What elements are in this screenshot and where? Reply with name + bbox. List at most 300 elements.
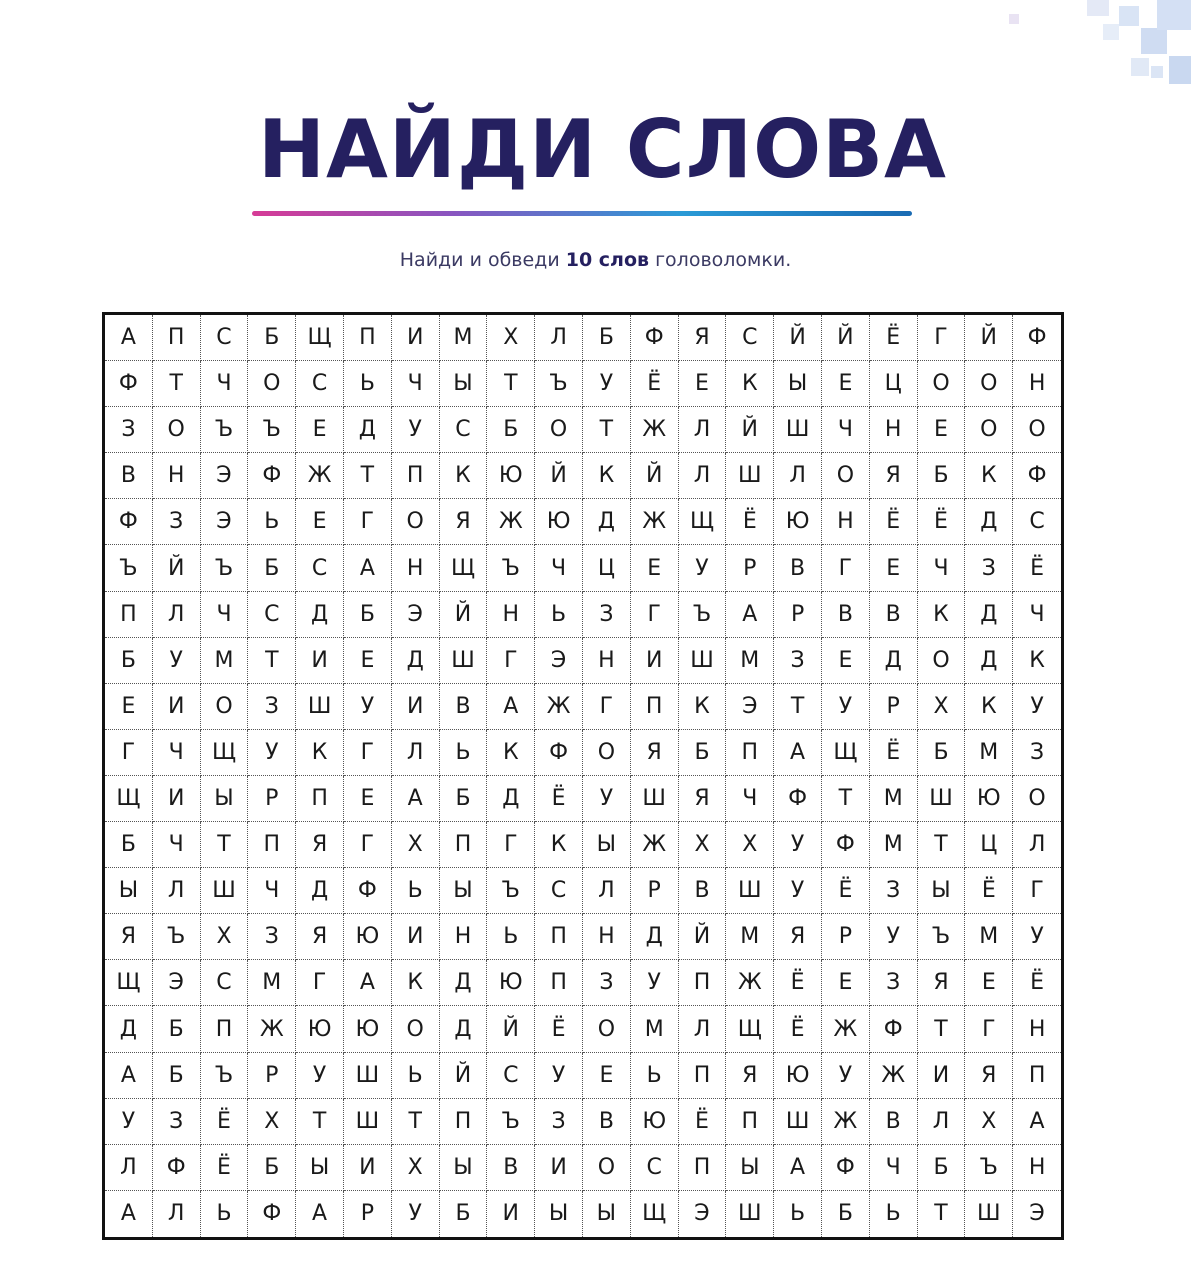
grid-cell[interactable]: Б — [918, 730, 966, 776]
grid-cell[interactable]: Ь — [392, 868, 440, 914]
grid-cell[interactable]: У — [774, 822, 822, 868]
grid-cell[interactable]: Ч — [918, 545, 966, 591]
grid-cell[interactable]: Л — [918, 1099, 966, 1145]
grid-cell[interactable]: Э — [726, 684, 774, 730]
grid-cell[interactable]: В — [774, 545, 822, 591]
grid-cell[interactable]: Ё — [726, 499, 774, 545]
grid-cell[interactable]: Б — [105, 822, 153, 868]
grid-cell[interactable]: Г — [583, 684, 631, 730]
grid-cell[interactable]: Ы — [535, 1191, 583, 1237]
grid-cell[interactable]: У — [1013, 914, 1061, 960]
grid-cell[interactable]: К — [535, 822, 583, 868]
grid-cell[interactable]: У — [679, 545, 727, 591]
grid-cell[interactable]: Ц — [870, 361, 918, 407]
grid-cell[interactable]: Г — [344, 822, 392, 868]
grid-cell[interactable]: Р — [631, 868, 679, 914]
grid-cell[interactable]: Д — [631, 914, 679, 960]
grid-cell[interactable]: П — [679, 960, 727, 1006]
grid-cell[interactable]: О — [1013, 776, 1061, 822]
grid-cell[interactable]: Г — [1013, 868, 1061, 914]
grid-cell[interactable]: В — [105, 453, 153, 499]
grid-cell[interactable]: Щ — [296, 315, 344, 361]
grid-cell[interactable]: Ф — [153, 1145, 201, 1191]
grid-cell[interactable]: Ж — [631, 407, 679, 453]
grid-cell[interactable]: Ч — [392, 361, 440, 407]
grid-cell[interactable]: Л — [535, 315, 583, 361]
grid-cell[interactable]: Ю — [965, 776, 1013, 822]
grid-cell[interactable]: Е — [679, 361, 727, 407]
grid-cell[interactable]: У — [248, 730, 296, 776]
grid-cell[interactable]: Ж — [822, 1099, 870, 1145]
grid-cell[interactable]: Ъ — [487, 1099, 535, 1145]
grid-cell[interactable]: У — [344, 684, 392, 730]
grid-cell[interactable]: Ъ — [965, 1145, 1013, 1191]
grid-cell[interactable]: О — [248, 361, 296, 407]
grid-cell[interactable]: Х — [726, 822, 774, 868]
grid-cell[interactable]: З — [774, 638, 822, 684]
grid-cell[interactable]: З — [153, 1099, 201, 1145]
grid-cell[interactable]: Р — [870, 684, 918, 730]
grid-cell[interactable]: О — [153, 407, 201, 453]
grid-cell[interactable]: Ъ — [201, 407, 249, 453]
grid-cell[interactable]: Б — [248, 1145, 296, 1191]
grid-cell[interactable]: Ь — [487, 914, 535, 960]
grid-cell[interactable]: Д — [440, 1006, 488, 1052]
grid-cell[interactable]: В — [440, 684, 488, 730]
grid-cell[interactable]: Л — [153, 1191, 201, 1237]
grid-cell[interactable]: Е — [296, 407, 344, 453]
grid-cell[interactable]: Я — [870, 453, 918, 499]
grid-cell[interactable]: Ё — [201, 1099, 249, 1145]
grid-cell[interactable]: Ц — [965, 822, 1013, 868]
grid-cell[interactable]: Р — [248, 1053, 296, 1099]
grid-cell[interactable]: Ё — [201, 1145, 249, 1191]
grid-cell[interactable]: Э — [153, 960, 201, 1006]
grid-cell[interactable]: Й — [153, 545, 201, 591]
grid-cell[interactable]: Р — [774, 592, 822, 638]
grid-cell[interactable]: П — [631, 684, 679, 730]
grid-cell[interactable]: О — [201, 684, 249, 730]
grid-cell[interactable]: Ё — [822, 868, 870, 914]
grid-cell[interactable]: Е — [296, 499, 344, 545]
grid-cell[interactable]: Я — [440, 499, 488, 545]
grid-cell[interactable]: Й — [726, 407, 774, 453]
grid-cell[interactable]: Й — [487, 1006, 535, 1052]
grid-cell[interactable]: Л — [679, 1006, 727, 1052]
grid-cell[interactable]: У — [105, 1099, 153, 1145]
grid-cell[interactable]: Н — [1013, 361, 1061, 407]
grid-cell[interactable]: Т — [248, 638, 296, 684]
grid-cell[interactable]: Д — [440, 960, 488, 1006]
grid-cell[interactable]: Ю — [631, 1099, 679, 1145]
grid-cell[interactable]: Й — [965, 315, 1013, 361]
grid-cell[interactable]: К — [1013, 638, 1061, 684]
grid-cell[interactable]: У — [583, 776, 631, 822]
grid-cell[interactable]: З — [248, 684, 296, 730]
grid-cell[interactable]: Е — [105, 684, 153, 730]
grid-cell[interactable]: Ы — [440, 1145, 488, 1191]
grid-cell[interactable]: Ы — [440, 868, 488, 914]
grid-cell[interactable]: Е — [344, 638, 392, 684]
grid-cell[interactable]: Ъ — [153, 914, 201, 960]
grid-cell[interactable]: А — [105, 1053, 153, 1099]
grid-cell[interactable]: У — [631, 960, 679, 1006]
grid-cell[interactable]: Ш — [201, 868, 249, 914]
grid-cell[interactable]: П — [1013, 1053, 1061, 1099]
grid-cell[interactable]: К — [679, 684, 727, 730]
grid-cell[interactable]: П — [440, 1099, 488, 1145]
grid-cell[interactable]: Ь — [248, 499, 296, 545]
grid-cell[interactable]: З — [1013, 730, 1061, 776]
grid-cell[interactable]: В — [679, 868, 727, 914]
grid-cell[interactable]: М — [248, 960, 296, 1006]
grid-cell[interactable]: А — [774, 730, 822, 776]
grid-cell[interactable]: Ш — [726, 453, 774, 499]
grid-cell[interactable]: Д — [965, 638, 1013, 684]
grid-cell[interactable]: З — [153, 499, 201, 545]
grid-cell[interactable]: О — [918, 638, 966, 684]
grid-cell[interactable]: Ъ — [201, 1053, 249, 1099]
grid-cell[interactable]: Г — [487, 638, 535, 684]
grid-cell[interactable]: Ш — [965, 1191, 1013, 1237]
grid-cell[interactable]: Я — [679, 776, 727, 822]
grid-cell[interactable]: О — [583, 1006, 631, 1052]
grid-cell[interactable]: Й — [679, 914, 727, 960]
grid-cell[interactable]: П — [679, 1145, 727, 1191]
grid-cell[interactable]: Б — [822, 1191, 870, 1237]
grid-cell[interactable]: Ё — [535, 776, 583, 822]
grid-cell[interactable]: Ч — [153, 730, 201, 776]
grid-cell[interactable]: Я — [105, 914, 153, 960]
grid-cell[interactable]: А — [726, 592, 774, 638]
grid-cell[interactable]: Ё — [870, 499, 918, 545]
grid-cell[interactable]: С — [296, 361, 344, 407]
grid-cell[interactable]: А — [487, 684, 535, 730]
grid-cell[interactable]: Ъ — [105, 545, 153, 591]
grid-cell[interactable]: У — [822, 684, 870, 730]
grid-cell[interactable]: О — [535, 407, 583, 453]
grid-cell[interactable]: Ь — [440, 730, 488, 776]
grid-cell[interactable]: Ш — [774, 407, 822, 453]
grid-cell[interactable]: М — [870, 822, 918, 868]
grid-cell[interactable]: Р — [248, 776, 296, 822]
grid-cell[interactable]: С — [440, 407, 488, 453]
grid-cell[interactable]: В — [487, 1145, 535, 1191]
grid-cell[interactable]: Б — [153, 1006, 201, 1052]
grid-cell[interactable]: Г — [344, 499, 392, 545]
grid-cell[interactable]: Д — [296, 592, 344, 638]
grid-cell[interactable]: О — [965, 407, 1013, 453]
grid-cell[interactable]: А — [392, 776, 440, 822]
grid-cell[interactable]: У — [774, 868, 822, 914]
grid-cell[interactable]: О — [583, 730, 631, 776]
grid-cell[interactable]: М — [440, 315, 488, 361]
grid-cell[interactable]: Ю — [535, 499, 583, 545]
grid-cell[interactable]: Ч — [726, 776, 774, 822]
grid-cell[interactable]: Ь — [870, 1191, 918, 1237]
grid-cell[interactable]: О — [392, 1006, 440, 1052]
grid-cell[interactable]: Ъ — [679, 592, 727, 638]
grid-cell[interactable]: Ы — [296, 1145, 344, 1191]
grid-cell[interactable]: Ё — [774, 1006, 822, 1052]
grid-cell[interactable]: Щ — [105, 776, 153, 822]
grid-cell[interactable]: Г — [965, 1006, 1013, 1052]
grid-cell[interactable]: О — [918, 361, 966, 407]
grid-cell[interactable]: О — [822, 453, 870, 499]
grid-cell[interactable]: Н — [583, 914, 631, 960]
grid-cell[interactable]: Й — [440, 1053, 488, 1099]
grid-cell[interactable]: К — [965, 453, 1013, 499]
grid-cell[interactable]: Ф — [344, 868, 392, 914]
grid-cell[interactable]: Х — [392, 1145, 440, 1191]
grid-cell[interactable]: А — [1013, 1099, 1061, 1145]
grid-cell[interactable]: Э — [679, 1191, 727, 1237]
grid-cell[interactable]: З — [248, 914, 296, 960]
grid-cell[interactable]: Ю — [774, 499, 822, 545]
grid-cell[interactable]: Л — [774, 453, 822, 499]
grid-cell[interactable]: Ф — [870, 1006, 918, 1052]
grid-cell[interactable]: П — [535, 914, 583, 960]
grid-cell[interactable]: Я — [774, 914, 822, 960]
grid-cell[interactable]: Е — [583, 1053, 631, 1099]
grid-cell[interactable]: Г — [487, 822, 535, 868]
grid-cell[interactable]: Л — [583, 868, 631, 914]
grid-cell[interactable]: Б — [248, 315, 296, 361]
grid-cell[interactable]: Ч — [201, 592, 249, 638]
grid-cell[interactable]: Ь — [631, 1053, 679, 1099]
grid-cell[interactable]: У — [583, 361, 631, 407]
grid-cell[interactable]: Ф — [105, 499, 153, 545]
grid-cell[interactable]: Ж — [248, 1006, 296, 1052]
grid-cell[interactable]: Ъ — [487, 545, 535, 591]
grid-cell[interactable]: Д — [296, 868, 344, 914]
grid-cell[interactable]: П — [248, 822, 296, 868]
grid-cell[interactable]: Л — [153, 868, 201, 914]
grid-cell[interactable]: Б — [679, 730, 727, 776]
grid-cell[interactable]: Ж — [631, 499, 679, 545]
grid-cell[interactable]: Ш — [344, 1099, 392, 1145]
grid-cell[interactable]: Ё — [965, 868, 1013, 914]
grid-cell[interactable]: Ш — [726, 868, 774, 914]
grid-cell[interactable]: З — [870, 868, 918, 914]
grid-cell[interactable]: А — [105, 1191, 153, 1237]
grid-cell[interactable]: К — [296, 730, 344, 776]
grid-cell[interactable]: И — [153, 684, 201, 730]
grid-cell[interactable]: Ф — [248, 1191, 296, 1237]
grid-cell[interactable]: Ч — [248, 868, 296, 914]
grid-cell[interactable]: Х — [965, 1099, 1013, 1145]
grid-cell[interactable]: Ч — [153, 822, 201, 868]
grid-cell[interactable]: Д — [487, 776, 535, 822]
grid-cell[interactable]: И — [392, 315, 440, 361]
grid-cell[interactable]: Г — [631, 592, 679, 638]
grid-cell[interactable]: Т — [822, 776, 870, 822]
grid-cell[interactable]: П — [726, 730, 774, 776]
grid-cell[interactable]: Ы — [774, 361, 822, 407]
grid-cell[interactable]: Ш — [440, 638, 488, 684]
grid-cell[interactable]: Х — [487, 315, 535, 361]
grid-cell[interactable]: Р — [344, 1191, 392, 1237]
grid-cell[interactable]: Ъ — [201, 545, 249, 591]
grid-cell[interactable]: Я — [296, 822, 344, 868]
grid-cell[interactable]: Ш — [918, 776, 966, 822]
grid-cell[interactable]: К — [965, 684, 1013, 730]
grid-cell[interactable]: М — [726, 914, 774, 960]
grid-cell[interactable]: Б — [344, 592, 392, 638]
grid-cell[interactable]: Й — [631, 453, 679, 499]
grid-cell[interactable]: Е — [631, 545, 679, 591]
grid-cell[interactable]: С — [296, 545, 344, 591]
grid-cell[interactable]: Ч — [822, 407, 870, 453]
grid-cell[interactable]: Ь — [344, 361, 392, 407]
grid-cell[interactable]: А — [344, 545, 392, 591]
grid-cell[interactable]: Ж — [296, 453, 344, 499]
grid-cell[interactable]: Щ — [631, 1191, 679, 1237]
grid-cell[interactable]: Н — [1013, 1006, 1061, 1052]
grid-cell[interactable]: Ы — [583, 1191, 631, 1237]
grid-cell[interactable]: Ч — [1013, 592, 1061, 638]
grid-cell[interactable]: Л — [153, 592, 201, 638]
grid-cell[interactable]: Й — [822, 315, 870, 361]
grid-cell[interactable]: Б — [440, 776, 488, 822]
grid-cell[interactable]: Ё — [679, 1099, 727, 1145]
grid-cell[interactable]: Х — [201, 914, 249, 960]
grid-cell[interactable]: Л — [679, 407, 727, 453]
grid-cell[interactable]: Ж — [535, 684, 583, 730]
grid-cell[interactable]: Ь — [201, 1191, 249, 1237]
grid-cell[interactable]: Г — [822, 545, 870, 591]
grid-cell[interactable]: У — [392, 407, 440, 453]
grid-cell[interactable]: Ш — [296, 684, 344, 730]
grid-cell[interactable]: Ь — [774, 1191, 822, 1237]
grid-cell[interactable]: Ё — [870, 315, 918, 361]
grid-cell[interactable]: О — [583, 1145, 631, 1191]
grid-cell[interactable]: Х — [918, 684, 966, 730]
grid-cell[interactable]: Е — [965, 960, 1013, 1006]
grid-cell[interactable]: Ц — [583, 545, 631, 591]
grid-cell[interactable]: Ё — [870, 730, 918, 776]
grid-cell[interactable]: Г — [918, 315, 966, 361]
grid-cell[interactable]: И — [392, 914, 440, 960]
grid-cell[interactable]: Ы — [726, 1145, 774, 1191]
grid-cell[interactable]: О — [965, 361, 1013, 407]
grid-cell[interactable]: Д — [965, 592, 1013, 638]
grid-cell[interactable]: И — [631, 638, 679, 684]
grid-cell[interactable]: Щ — [726, 1006, 774, 1052]
grid-cell[interactable]: Ю — [344, 1006, 392, 1052]
grid-cell[interactable]: Ч — [535, 545, 583, 591]
grid-cell[interactable]: С — [631, 1145, 679, 1191]
grid-cell[interactable]: П — [344, 315, 392, 361]
grid-cell[interactable]: Ы — [105, 868, 153, 914]
grid-cell[interactable]: Ю — [487, 453, 535, 499]
grid-cell[interactable]: П — [440, 822, 488, 868]
grid-cell[interactable]: П — [535, 960, 583, 1006]
grid-cell[interactable]: В — [870, 592, 918, 638]
grid-cell[interactable]: Ш — [631, 776, 679, 822]
grid-cell[interactable]: Ф — [774, 776, 822, 822]
grid-cell[interactable]: Ф — [105, 361, 153, 407]
grid-cell[interactable]: П — [392, 453, 440, 499]
grid-cell[interactable]: Й — [535, 453, 583, 499]
grid-cell[interactable]: А — [774, 1145, 822, 1191]
grid-cell[interactable]: Ё — [774, 960, 822, 1006]
grid-cell[interactable]: Г — [344, 730, 392, 776]
grid-cell[interactable]: Г — [296, 960, 344, 1006]
grid-cell[interactable]: Э — [392, 592, 440, 638]
grid-cell[interactable]: С — [201, 960, 249, 1006]
grid-cell[interactable]: Д — [870, 638, 918, 684]
grid-cell[interactable]: Я — [631, 730, 679, 776]
grid-cell[interactable]: Т — [583, 407, 631, 453]
grid-cell[interactable]: У — [296, 1053, 344, 1099]
grid-cell[interactable]: Н — [392, 545, 440, 591]
grid-cell[interactable]: Б — [487, 407, 535, 453]
grid-cell[interactable]: Ч — [201, 361, 249, 407]
grid-cell[interactable]: П — [726, 1099, 774, 1145]
grid-cell[interactable]: Н — [870, 407, 918, 453]
grid-cell[interactable]: Т — [153, 361, 201, 407]
grid-cell[interactable]: Ы — [918, 868, 966, 914]
grid-cell[interactable]: А — [296, 1191, 344, 1237]
grid-cell[interactable]: Т — [487, 361, 535, 407]
grid-cell[interactable]: Ф — [631, 315, 679, 361]
grid-cell[interactable]: З — [583, 960, 631, 1006]
grid-cell[interactable]: Е — [344, 776, 392, 822]
grid-cell[interactable]: Ж — [822, 1006, 870, 1052]
grid-cell[interactable]: П — [201, 1006, 249, 1052]
grid-cell[interactable]: З — [583, 592, 631, 638]
grid-cell[interactable]: Ы — [440, 361, 488, 407]
grid-cell[interactable]: Я — [965, 1053, 1013, 1099]
grid-cell[interactable]: Э — [535, 638, 583, 684]
grid-cell[interactable]: У — [822, 1053, 870, 1099]
grid-cell[interactable]: М — [631, 1006, 679, 1052]
grid-cell[interactable]: Б — [248, 545, 296, 591]
grid-cell[interactable]: Д — [583, 499, 631, 545]
grid-cell[interactable]: Р — [726, 545, 774, 591]
grid-cell[interactable]: Ю — [344, 914, 392, 960]
grid-cell[interactable]: Б — [918, 1145, 966, 1191]
grid-cell[interactable]: З — [535, 1099, 583, 1145]
grid-cell[interactable]: Ш — [726, 1191, 774, 1237]
grid-cell[interactable]: Ю — [774, 1053, 822, 1099]
grid-cell[interactable]: Щ — [105, 960, 153, 1006]
grid-cell[interactable]: И — [535, 1145, 583, 1191]
grid-cell[interactable]: Ё — [918, 499, 966, 545]
grid-cell[interactable]: Э — [201, 499, 249, 545]
grid-cell[interactable]: Н — [487, 592, 535, 638]
grid-cell[interactable]: Ф — [248, 453, 296, 499]
grid-cell[interactable]: Е — [918, 407, 966, 453]
grid-cell[interactable]: К — [726, 361, 774, 407]
grid-cell[interactable]: Щ — [679, 499, 727, 545]
grid-cell[interactable]: Ф — [822, 822, 870, 868]
grid-cell[interactable]: И — [153, 776, 201, 822]
grid-cell[interactable]: Б — [440, 1191, 488, 1237]
grid-cell[interactable]: В — [822, 592, 870, 638]
grid-cell[interactable]: Б — [583, 315, 631, 361]
grid-cell[interactable]: К — [583, 453, 631, 499]
grid-cell[interactable]: М — [201, 638, 249, 684]
grid-cell[interactable]: Ъ — [918, 914, 966, 960]
grid-cell[interactable]: Э — [201, 453, 249, 499]
grid-cell[interactable]: И — [487, 1191, 535, 1237]
grid-cell[interactable]: Д — [965, 499, 1013, 545]
grid-cell[interactable]: Ш — [344, 1053, 392, 1099]
grid-cell[interactable]: Ф — [1013, 453, 1061, 499]
grid-cell[interactable]: П — [153, 315, 201, 361]
